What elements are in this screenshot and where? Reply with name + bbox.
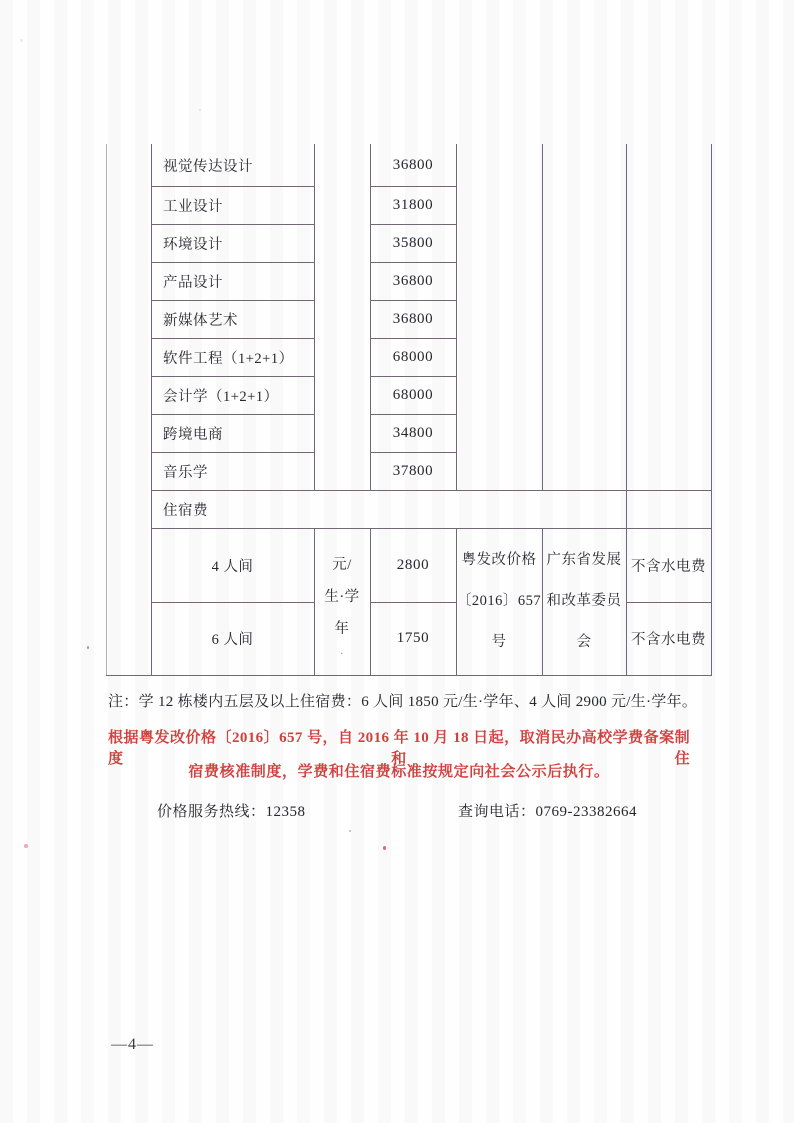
page-number: —4—: [111, 1036, 154, 1053]
scan-speck: [87, 646, 89, 649]
table-grid-line: [370, 376, 456, 377]
remark-cell: 不含水电费: [631, 558, 706, 575]
inquiry-phone-text: 查询电话：0769-23382664: [458, 804, 637, 820]
room-fee-cell: 2800: [396, 556, 430, 573]
table-grid-line: [711, 144, 712, 676]
remark-cell: 不含水电费: [631, 632, 706, 648]
table-grid-line: [626, 144, 627, 676]
major-fee-cell: 36800: [392, 310, 434, 327]
table-grid-line: [151, 262, 314, 263]
major-fee-cell: 68000: [392, 348, 434, 365]
approval-agency-line: 和改革委员: [546, 593, 622, 609]
table-grid-line: [314, 528, 315, 676]
approval-doc-line: 〔2016〕657: [456, 593, 542, 609]
major-fee-cell: 35800: [392, 234, 434, 251]
red-notice-line-1: 根据粤发改价格〔2016〕657 号，自 2016 年 10 月 18 日起，取消民办高校学费备案制度和住: [108, 730, 690, 767]
table-grid-line: [542, 528, 543, 676]
table-grid-line: [151, 602, 314, 603]
table-grid-line: [151, 224, 314, 225]
major-name-cell: 会计学（1+2+1）: [163, 388, 279, 405]
approval-doc-line: 号: [491, 634, 507, 650]
major-name-cell: 音乐学: [163, 464, 208, 481]
fee-table: [106, 144, 712, 676]
table-grid-line: [151, 338, 314, 339]
major-name-cell: 软件工程（1+2+1）: [163, 350, 294, 367]
major-name-cell: 视觉传达设计: [163, 158, 253, 175]
major-fee-cell: 37800: [392, 462, 434, 479]
table-grid-line: [456, 528, 457, 676]
room-fee-cell: 1750: [396, 630, 430, 646]
room-type-cell: 6 人间: [211, 632, 254, 648]
table-grid-line: [370, 144, 371, 490]
scan-speck: [383, 846, 386, 850]
table-grid-line: [151, 414, 314, 415]
approval-agency-line: 会: [576, 634, 592, 650]
table-grid-line: [370, 452, 456, 453]
table-grid-line: [370, 262, 456, 263]
major-name-cell: 环境设计: [163, 236, 223, 253]
major-fee-cell: 31800: [392, 196, 434, 213]
table-grid-line: [151, 528, 711, 529]
table-grid-line: [370, 300, 456, 301]
price-hotline-text: 价格服务热线：12358: [157, 804, 306, 820]
table-grid-line: [314, 144, 315, 490]
approval-agency-line: 广东省发展: [546, 552, 622, 568]
table-grid-line: [370, 338, 456, 339]
unit-line: 年: [334, 620, 350, 637]
major-fee-cell: 36800: [392, 272, 434, 289]
accommodation-section-header-cell: 住宿费: [163, 502, 208, 519]
scan-artifact-dot: .: [340, 642, 344, 657]
major-fee-cell: 36800: [392, 156, 434, 173]
major-name-cell: 工业设计: [163, 198, 223, 215]
scan-speck: [20, 39, 23, 42]
scan-speck: [349, 830, 351, 832]
room-type-cell: 4 人间: [211, 558, 254, 575]
table-grid-line: [151, 300, 314, 301]
table-grid-line: [542, 144, 543, 490]
unit-line: 元/: [332, 556, 352, 573]
table-grid-line: [370, 224, 456, 225]
approval-doc-line: 粤发改价格: [461, 552, 537, 568]
table-grid-line: [370, 414, 456, 415]
major-name-cell: 跨境电商: [163, 426, 223, 443]
note-text: 注：学 12 栋楼内五层及以上住宿费：6 人间 1850 元/生·学年、4 人间 2900 元/生·学年。: [108, 694, 698, 710]
table-grid-line: [151, 452, 314, 453]
table-grid-line: [151, 490, 711, 491]
major-name-cell: 新媒体艺术: [163, 312, 238, 329]
major-name-cell: 产品设计: [163, 274, 223, 291]
table-grid-line: [151, 186, 314, 187]
table-grid-line: [106, 144, 107, 676]
table-grid-line: [626, 602, 711, 603]
major-fee-cell: 34800: [392, 424, 434, 441]
unit-cell: [314, 528, 370, 675]
red-notice-line-2: 宿费核准制度，学费和住宿费标准按规定向社会公示后执行。: [188, 764, 610, 780]
table-grid-line: [456, 144, 457, 490]
table-grid-line: [106, 675, 712, 676]
approval-agency-cell: [542, 528, 626, 675]
table-grid-line: [370, 602, 456, 603]
scan-speck: [199, 109, 201, 111]
approval-doc-cell: [456, 528, 542, 675]
scan-speck: [24, 844, 28, 848]
major-fee-cell: 68000: [392, 386, 434, 403]
unit-line: 生·学: [324, 588, 360, 605]
table-grid-line: [151, 376, 314, 377]
table-grid-line: [370, 186, 456, 187]
